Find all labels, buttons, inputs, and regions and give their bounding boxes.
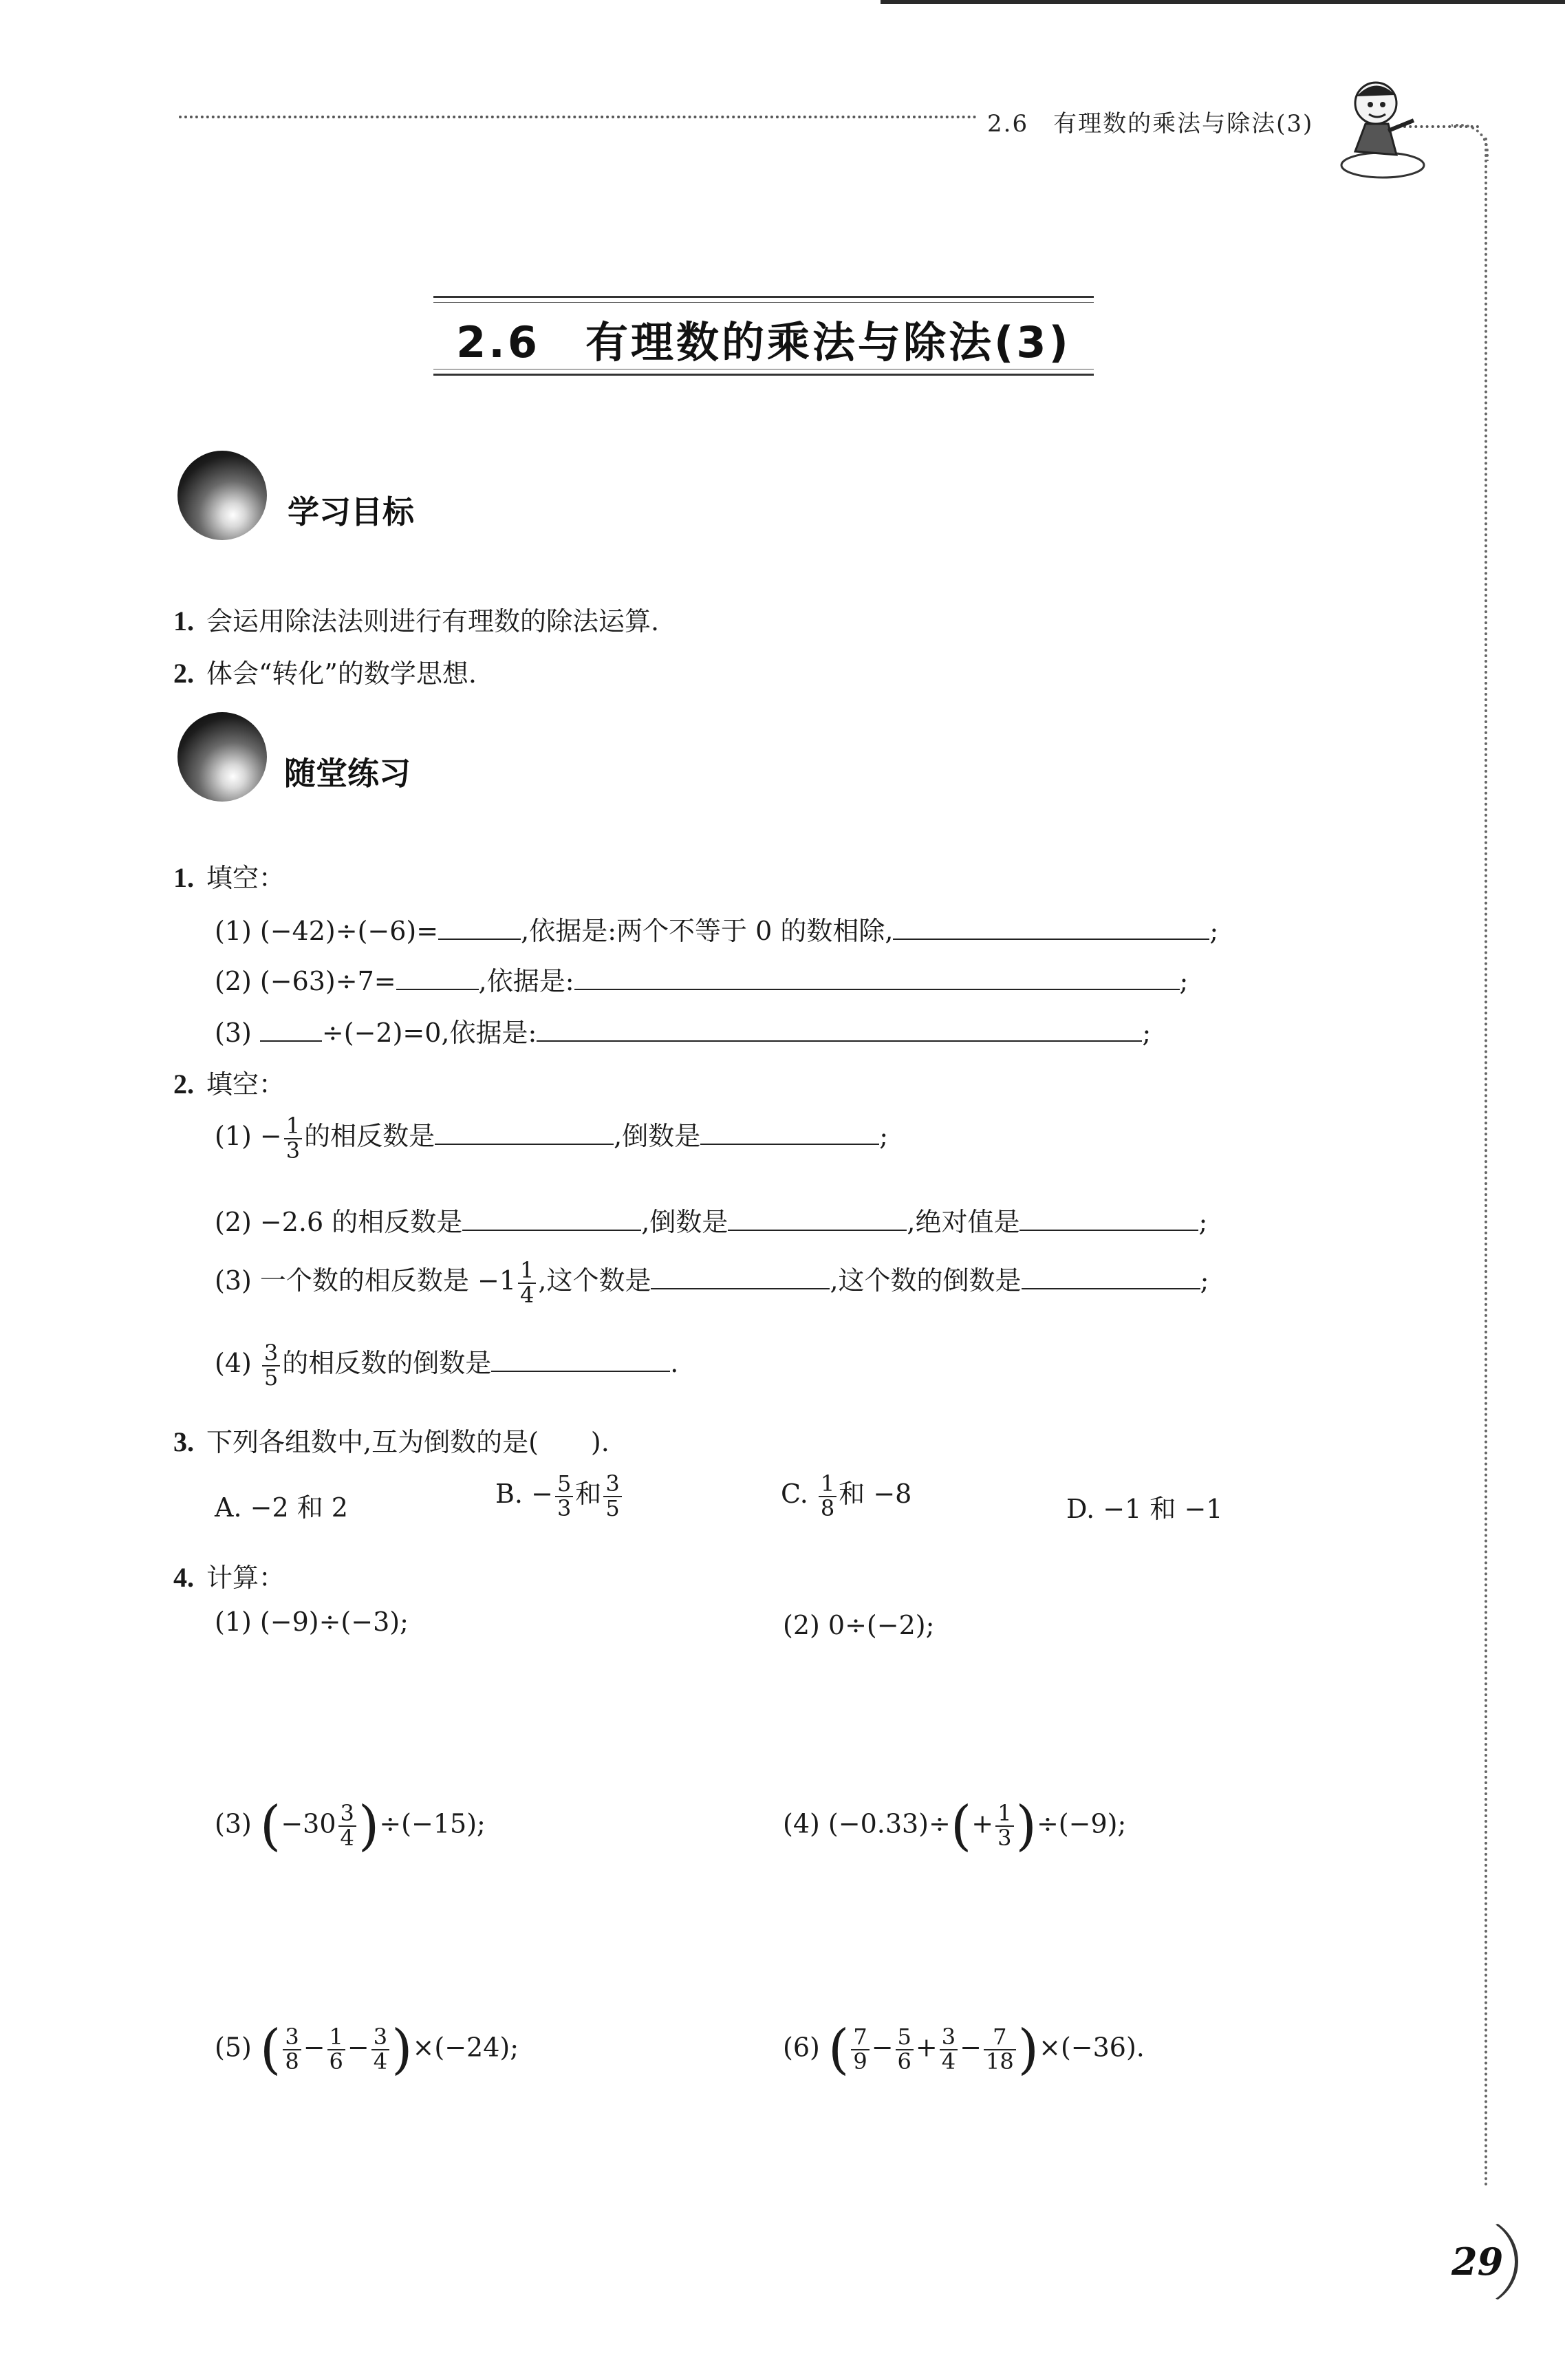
q2-item-1 (215, 1115, 888, 1162)
item-text: ; (1198, 1207, 1208, 1237)
item-text: ,这个数是 (538, 1265, 651, 1296)
q2-item-2 (215, 1201, 1207, 1239)
fraction (995, 1802, 1013, 1850)
fraction (851, 2026, 869, 2073)
question-number: 4. (173, 1562, 194, 1593)
fraction (518, 1259, 536, 1307)
item-text: ; (879, 1121, 889, 1152)
denominator: 3 (285, 1137, 301, 1164)
right-paren: ) (358, 1795, 380, 1857)
q2-item-3 (215, 1259, 1209, 1307)
option-b[interactable] (495, 1472, 624, 1520)
item-text: (3) (215, 1018, 260, 1048)
border-corner (1451, 124, 1489, 161)
item-text: (4) (215, 1348, 260, 1379)
operator: − (347, 2032, 369, 2063)
numerator: 1 (284, 1115, 302, 1139)
item-text: (2) (−63)÷7= (215, 966, 396, 996)
question-label: 填空： (206, 863, 285, 893)
item-text: (1) − (215, 1121, 282, 1152)
item-text: 的相反数是 (304, 1121, 435, 1152)
item-text: (3) (215, 1808, 260, 1839)
numerator: 5 (555, 1472, 573, 1497)
item-text: ; (1209, 916, 1219, 946)
answer-blank[interactable] (1022, 1262, 1200, 1289)
goal-text: 体会“转化”的数学思想. (206, 658, 477, 689)
mascot-icon (1328, 69, 1431, 186)
header-dotted-rule (179, 116, 977, 118)
left-paren: ( (828, 2019, 850, 2081)
right-paren: ) (391, 2019, 413, 2081)
item-text: ,倒数是 (641, 1207, 728, 1237)
denominator: 6 (897, 2048, 911, 2075)
answer-blank[interactable] (574, 963, 1180, 990)
globe-icon (177, 712, 267, 802)
denominator: 8 (820, 1494, 835, 1521)
right-dotted-border (1485, 138, 1487, 2188)
calc-2: (2) 0÷(−2); (783, 1610, 935, 1640)
fraction (327, 2026, 345, 2073)
item-text: 的相反数的倒数是 (282, 1348, 492, 1379)
goal-item (173, 600, 659, 638)
item-text: (6) (783, 2032, 828, 2063)
fraction (819, 1472, 837, 1520)
goal-number: 1. (173, 605, 194, 636)
item-text: ,依据是:两个不等于 0 的数相除, (521, 916, 894, 946)
goal-item (173, 652, 477, 690)
page-number: 29 (1451, 2240, 1504, 2284)
numerator: 1 (995, 1802, 1013, 1827)
answer-blank[interactable] (728, 1203, 907, 1231)
globe-icon (177, 451, 267, 540)
right-paren: ) (1017, 2019, 1039, 2081)
option-d[interactable]: D. −1 和 −1 (1066, 1494, 1223, 1524)
goal-number: 2. (173, 658, 194, 689)
option-text: 和 −8 (839, 1479, 912, 1510)
item-text: ÷(−2)=0,依据是: (321, 1018, 537, 1048)
denominator: 4 (340, 1825, 354, 1851)
item-text: −30 (281, 1808, 336, 1839)
answer-blank[interactable] (491, 1344, 670, 1372)
page-title: 2.6 有理数的乘法与除法(3) (456, 317, 1071, 367)
numerator: 3 (371, 2026, 389, 2050)
numerator: 1 (327, 2026, 345, 2050)
denominator: 5 (605, 1494, 620, 1521)
fraction (283, 2026, 301, 2073)
answer-blank[interactable] (260, 1014, 322, 1042)
fraction (371, 2026, 389, 2073)
item-text: ÷(−9); (1036, 1808, 1127, 1839)
denominator: 4 (373, 2048, 388, 2075)
section-title-goals: 学习目标 (288, 493, 414, 530)
left-paren: ( (950, 1795, 972, 1857)
denominator: 3 (997, 1825, 1012, 1851)
right-paren: ) (1015, 1795, 1037, 1857)
left-paren: ( (259, 1795, 281, 1857)
item-text: ; (1200, 1265, 1209, 1296)
fraction (262, 1342, 280, 1389)
option-c[interactable] (781, 1472, 911, 1520)
goal-text: 会运用除法法则进行有理数的除法运算. (206, 606, 660, 636)
fraction (284, 1115, 302, 1162)
numerator: 3 (940, 2026, 958, 2050)
answer-blank[interactable] (462, 1203, 641, 1231)
item-text: ,这个数的倒数是 (830, 1265, 1022, 1296)
left-paren: ( (259, 2019, 281, 2081)
item-text: ×(−24); (412, 2032, 519, 2063)
item-text: (3) 一个数的相反数是 −1 (215, 1265, 517, 1296)
q1-item-1 (215, 910, 1218, 947)
denominator: 9 (853, 2048, 867, 2075)
operator: − (303, 2032, 325, 2063)
denominator: 5 (263, 1364, 279, 1391)
question-label: 填空： (206, 1069, 285, 1100)
calc-1: (1) (−9)÷(−3); (215, 1607, 409, 1637)
numerator: 7 (984, 2026, 1016, 2050)
fraction (603, 1472, 621, 1520)
option-text: B. − (495, 1479, 553, 1510)
operator: − (960, 2032, 982, 2063)
item-text: ,依据是: (478, 966, 574, 996)
item-text: ÷(−15); (379, 1808, 486, 1839)
question-number: 3. (173, 1426, 194, 1457)
top-edge-bar (881, 0, 1565, 4)
question-3 (173, 1421, 609, 1459)
answer-blank[interactable] (438, 912, 521, 940)
denominator: 4 (941, 2048, 956, 2075)
numerator: 7 (851, 2026, 869, 2050)
fraction (896, 2026, 914, 2073)
question-number: 1. (173, 862, 194, 893)
option-text: 和 (575, 1479, 602, 1510)
item-text: ,绝对值是 (907, 1207, 1020, 1237)
denominator: 4 (520, 1281, 535, 1308)
answer-blank[interactable] (1019, 1203, 1198, 1231)
numerator: 3 (603, 1472, 621, 1497)
question-text: 下列各组数中,互为倒数的是( ). (206, 1427, 609, 1457)
numerator: 1 (819, 1472, 837, 1497)
denominator: 18 (985, 2048, 1014, 2075)
answer-blank[interactable] (893, 912, 1209, 940)
operator: + (915, 2032, 938, 2063)
item-text: (5) (215, 2032, 260, 2063)
fraction (338, 1802, 356, 1850)
item-text: + (971, 1808, 994, 1839)
denominator: 6 (329, 2048, 343, 2075)
answer-blank[interactable] (537, 1014, 1142, 1042)
running-header: 2.6 有理数的乘法与除法(3) (987, 110, 1314, 138)
answer-blank[interactable] (651, 1262, 830, 1289)
item-text: ×(−36). (1039, 2032, 1145, 2063)
calc-6 (783, 2019, 1145, 2081)
answer-blank[interactable] (396, 963, 479, 990)
fraction (940, 2026, 958, 2073)
question-4 (173, 1556, 285, 1594)
item-text: (2) −2.6 的相反数是 (215, 1207, 463, 1237)
numerator: 3 (262, 1342, 280, 1366)
option-a[interactable]: A. −2 和 2 (215, 1492, 348, 1523)
question-label: 计算： (206, 1563, 285, 1593)
numerator: 3 (338, 1802, 356, 1827)
answer-blank[interactable] (700, 1117, 879, 1145)
question-2 (173, 1063, 285, 1101)
item-text: ; (1179, 966, 1189, 996)
item-text: (1) (−42)÷(−6)= (215, 916, 439, 946)
numerator: 1 (518, 1259, 536, 1284)
item-text: . (670, 1348, 679, 1379)
numerator: 5 (896, 2026, 914, 2050)
section-title-practice: 随堂练习 (284, 755, 411, 792)
option-text: C. (781, 1479, 817, 1510)
calc-4 (783, 1795, 1127, 1857)
denominator: 3 (557, 1494, 572, 1521)
numerator: 3 (283, 2026, 301, 2050)
q2-item-4 (215, 1342, 678, 1389)
answer-blank[interactable] (435, 1117, 614, 1145)
item-text: ,倒数是 (614, 1121, 701, 1152)
denominator: 8 (285, 2048, 299, 2075)
item-text: (4) (−0.33)÷ (783, 1808, 951, 1839)
fraction (555, 1472, 573, 1520)
fraction (984, 2026, 1016, 2073)
calc-5 (215, 2019, 519, 2081)
q1-item-2 (215, 960, 1188, 998)
question-number: 2. (173, 1069, 194, 1100)
item-text: ; (1142, 1018, 1152, 1048)
calc-3 (215, 1795, 486, 1857)
operator: − (871, 2032, 894, 2063)
q1-item-3 (215, 1011, 1151, 1049)
question-1 (173, 857, 285, 894)
